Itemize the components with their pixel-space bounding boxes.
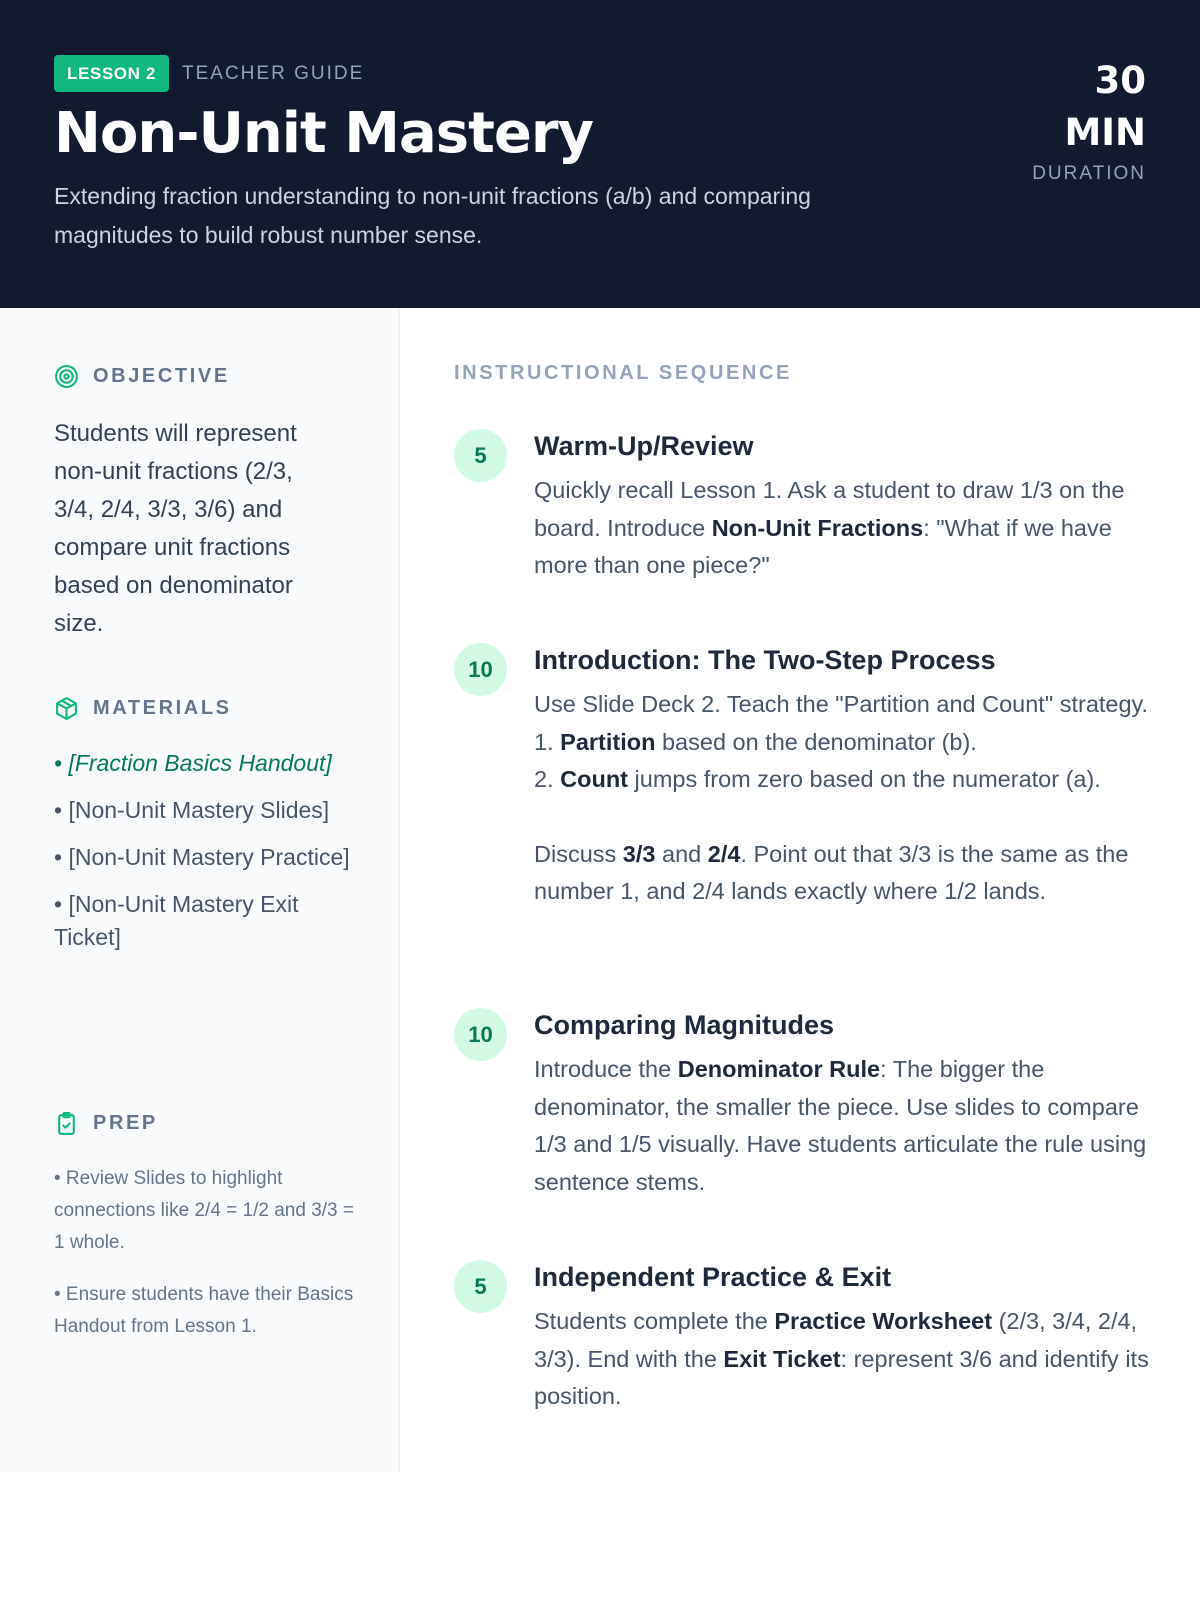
material-link-slides[interactable]: • [Non-Unit Mastery Slides]	[54, 797, 330, 823]
materials-title: MATERIALS	[93, 696, 232, 719]
step-body: Students complete the Practice Worksheet (2/3, 3/4, 2/4, 3/3). End with the Exit Ticket: represent 3/6 and identify its position.	[534, 1308, 1149, 1409]
box-icon	[54, 696, 79, 721]
clipboard-check-icon	[54, 1111, 79, 1136]
step-duration-badge: 10	[454, 643, 507, 696]
prep-list	[54, 1163, 354, 1363]
step-body: Use Slide Deck 2. Teach the "Partition and Count" strategy. 1. Partition based on the denominator (b). 2. Count jumps from zero based on the numerator (a). Discuss 3/3 and 2/4. Point out that 3/3 is the same as the number 1, and 2/4 lands exactly where 1/2 lands.	[534, 691, 1149, 904]
objective-title: OBJECTIVE	[93, 364, 230, 387]
objective-heading	[54, 362, 230, 390]
step-title: Introduction: The Two-Step Process	[534, 645, 996, 675]
objective-text: Students will represent non-unit fractions (2/3, 3/4, 2/4, 3/3, 3/6) and compare unit fractions based on denominator size.	[54, 420, 297, 637]
material-link-fraction-basics-handout[interactable]: • [Fraction Basics Handout]	[54, 750, 332, 776]
duration-value: 30	[1094, 59, 1146, 102]
lesson-header	[0, 0, 1200, 308]
step-body: Introduce the Denominator Rule: The bigger the denominator, the smaller the piece. Use slides to compare 1/3 and 1/5 visually. Have students articulate the rule using sentence stems.	[534, 1056, 1147, 1195]
step-title: Warm-Up/Review	[534, 431, 754, 461]
step-title: Comparing Magnitudes	[534, 1010, 835, 1040]
target-icon	[54, 364, 79, 389]
material-link-exit-ticket[interactable]: • [Non-Unit Mastery Exit Ticket]	[54, 891, 299, 950]
prep-item: • Ensure students have their Basics Handout from Lesson 1.	[54, 1284, 354, 1337]
prep-heading	[54, 1109, 158, 1137]
step-duration-badge: 5	[454, 1260, 507, 1313]
step-title: Independent Practice & Exit	[534, 1262, 892, 1292]
duration-unit: MIN	[1064, 111, 1146, 154]
page-title: Non-Unit Mastery	[54, 101, 593, 166]
page-subtitle: Extending fraction understanding to non-unit fractions (a/b) and comparing magnitudes to build robust number sense.	[54, 183, 811, 248]
duration-block	[1032, 55, 1146, 187]
lesson-badge: LESSON 2	[54, 55, 169, 92]
prep-title: PREP	[93, 1111, 158, 1134]
duration-label: DURATION	[1032, 163, 1146, 184]
materials-heading	[54, 694, 232, 722]
sequence-title: INSTRUCTIONAL SEQUENCE	[454, 362, 792, 384]
step-body: Quickly recall Lesson 1. Ask a student to draw 1/3 on the board. Introduce Non-Unit Fractions: "What if we have more than one piece?"	[534, 477, 1125, 578]
materials-list	[54, 747, 354, 968]
step-duration-badge: 10	[454, 1008, 507, 1061]
step-duration-badge: 5	[454, 429, 507, 482]
material-link-practice[interactable]: • [Non-Unit Mastery Practice]	[54, 844, 350, 870]
prep-item: • Review Slides to highlight connections like 2/4 = 1/2 and 3/3 = 1 whole.	[54, 1168, 354, 1253]
guide-label: TEACHER GUIDE	[182, 63, 365, 84]
